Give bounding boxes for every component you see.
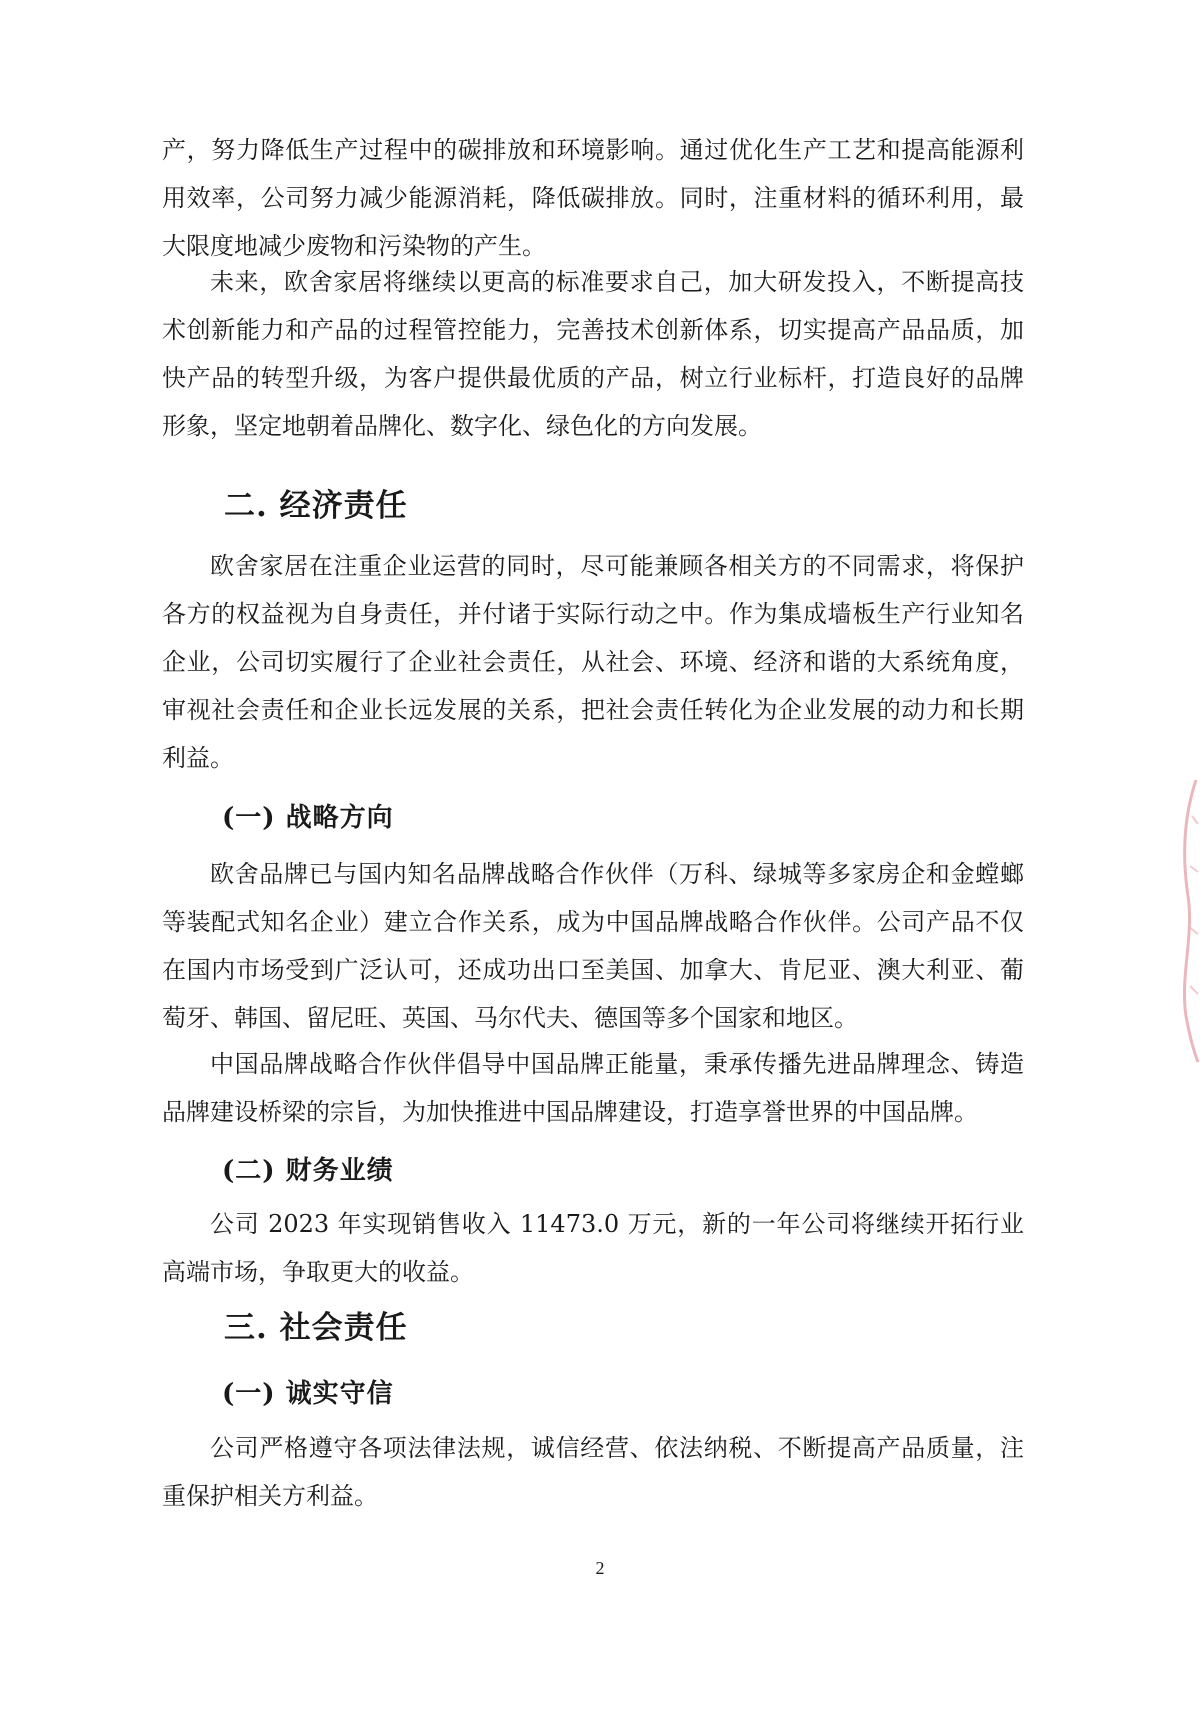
heading-honesty-integrity: (一) 诚实守信 <box>222 1379 394 1409</box>
paragraph-text: 公司 2023 年实现销售收入 11473.0 万元，新的一年公司将继续开拓行业高端市场，争取更大的收益。 <box>162 1210 1024 1286</box>
heading-financial-performance: (二) 财务业绩 <box>222 1156 394 1186</box>
heading-strategy-direction: (一) 战略方向 <box>222 803 394 833</box>
heading-economic-responsibility: 二. 经济责任 <box>224 488 408 524</box>
paragraph-text: 欧舍品牌已与国内知名品牌战略合作伙伴（万科、绿城等多家房企和金螳螂等装配式知名企业）建立合作关系，成为中国品牌战略合作伙伴。公司产品不仅在国内市场受到广泛认可，还成功出口至美国、加拿大、肯尼亚、澳大利亚、葡萄牙、韩国、留尼旺、英国、马尔代夫、德国等多个国家和地区。 <box>162 860 1024 1032</box>
paragraph-text: 欧舍家居在注重企业运营的同时，尽可能兼顾各相关方的不同需求，将保护各方的权益视为自身责任，并付诸于实际行动之中。作为集成墙板生产行业知名企业，公司切实履行了企业社会责任，从社会、环境、经济和谐的大系统角度，审视社会责任和企业长远发展的关系，把社会责任转化为企业发展的动力和长期利益。 <box>162 552 1024 772</box>
paragraph-text: 中国品牌战略合作伙伴倡导中国品牌正能量，秉承传播先进品牌理念、铸造品牌建设桥梁的宗旨，为加快推进中国品牌建设，打造享誉世界的中国品牌。 <box>162 1050 1024 1126</box>
seal-stamp-fragment-icon <box>1174 776 1200 1066</box>
heading-social-responsibility: 三. 社会责任 <box>224 1310 408 1346</box>
paragraph-finance <box>162 1200 1024 1296</box>
seal-stamp-edge <box>1174 776 1200 1066</box>
paragraph-text: 产，努力降低生产过程中的碳排放和环境影响。通过优化生产工艺和提高能源利用效率，公司努力减少能源消耗，降低碳排放。同时，注重材料的循环利用，最大限度地减少废物和污染物的产生。 <box>162 136 1024 260</box>
paragraph-future <box>162 258 1024 450</box>
paragraph-integrity <box>162 1424 1024 1520</box>
paragraph-economic <box>162 542 1024 782</box>
paragraph-strategy <box>162 850 1024 1042</box>
paragraph-brand-partner <box>162 1040 1024 1136</box>
paragraph-text: 公司严格遵守各项法律法规，诚信经营、依法纳税、不断提高产品质量，注重保护相关方利益。 <box>162 1434 1024 1510</box>
page-number: 2 <box>595 1558 605 1578</box>
paragraph-text: 未来，欧舍家居将继续以更高的标准要求自己，加大研发投入，不断提高技术创新能力和产品的过程管控能力，完善技术创新体系，切实提高产品品质，加快产品的转型升级，为客户提供最优质的产品，树立行业标杆，打造良好的品牌形象，坚定地朝着品牌化、数字化、绿色化的方向发展。 <box>162 268 1024 440</box>
paragraph-environment <box>162 126 1024 270</box>
